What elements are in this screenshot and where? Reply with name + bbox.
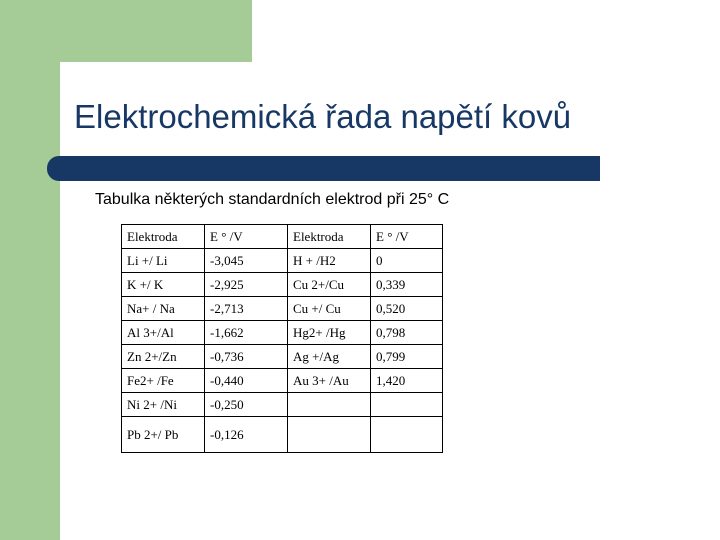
table-cell: K +/ K [122,273,205,297]
table-row [122,273,443,297]
slide-title: Elektrochemická řada napětí kovů [74,98,572,135]
table-cell: Fe2+ /Fe [122,369,205,393]
table-cell: 0,520 [371,297,443,321]
table-row [122,297,443,321]
table-cell: Cu +/ Cu [288,297,371,321]
table-cell: Al 3+/Al [122,321,205,345]
table-row [122,249,443,273]
electrode-potential-table [121,224,443,453]
table-cell: -3,045 [205,249,288,273]
header-cell: Elektroda [122,225,205,249]
table-cell: Na+ / Na [122,297,205,321]
header-cell: E ° /V [205,225,288,249]
table-cell: Pb 2+/ Pb [122,417,205,453]
table-row [122,345,443,369]
table-row [122,417,443,453]
slide-subtitle: Tabulka některých standardních elektrod při 25° C [95,191,450,208]
table-cell: -0,440 [205,369,288,393]
table-cell [288,417,371,453]
table-row [122,393,443,417]
table-cell: -0,736 [205,345,288,369]
table-row [122,369,443,393]
table-cell: Ag +/Ag [288,345,371,369]
table-cell: Zn 2+/Zn [122,345,205,369]
table-cell [371,393,443,417]
table-cell: 0,798 [371,321,443,345]
table-cell: -2,925 [205,273,288,297]
title-underline-bar [47,156,600,181]
table-cell: Li +/ Li [122,249,205,273]
table-cell: Hg2+ /Hg [288,321,371,345]
table-cell: 0,339 [371,273,443,297]
table-row [122,321,443,345]
table-cell: -0,250 [205,393,288,417]
header-cell: Elektroda [288,225,371,249]
table-cell: Ni 2+ /Ni [122,393,205,417]
table-cell: Cu 2+/Cu [288,273,371,297]
table-cell: -1,662 [205,321,288,345]
table-cell: 0,799 [371,345,443,369]
decorative-left-band [0,0,60,540]
table-header-row [122,225,443,249]
table-cell: Au 3+ /Au [288,369,371,393]
table-cell: 1,420 [371,369,443,393]
table-cell: H + /H2 [288,249,371,273]
table-cell: -0,126 [205,417,288,453]
table-cell: 0 [371,249,443,273]
table-cell [288,393,371,417]
table-cell [371,417,443,453]
header-cell: E ° /V [371,225,443,249]
table-cell: -2,713 [205,297,288,321]
